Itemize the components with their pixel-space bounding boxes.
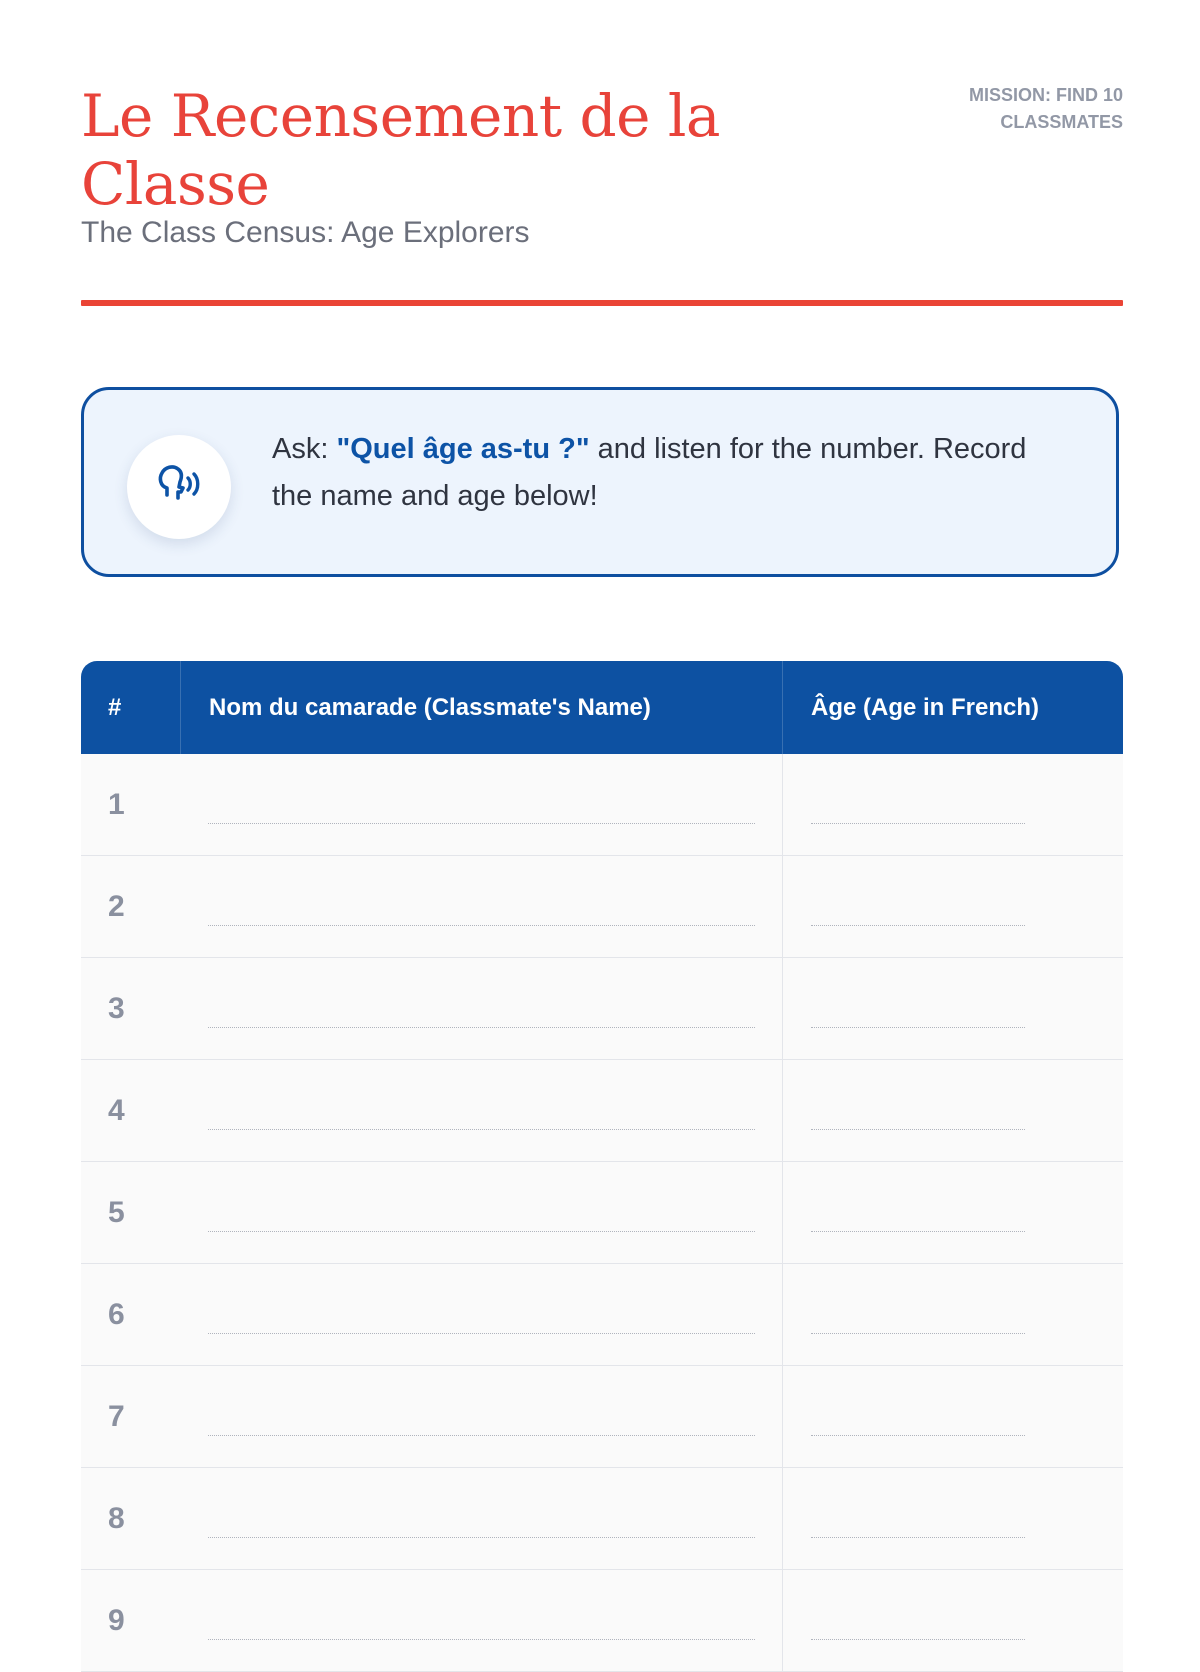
name-field[interactable] — [181, 1060, 783, 1161]
write-line — [208, 1333, 755, 1334]
name-field[interactable] — [181, 1162, 783, 1263]
table-row — [81, 754, 1123, 856]
table-row — [81, 856, 1123, 958]
age-field[interactable] — [783, 1060, 1123, 1161]
age-field[interactable] — [783, 1162, 1123, 1263]
write-line — [811, 1537, 1025, 1538]
row-number: 3 — [108, 991, 125, 1025]
write-line — [811, 925, 1025, 926]
name-field[interactable] — [181, 754, 783, 855]
age-field[interactable] — [783, 1468, 1123, 1569]
row-number: 2 — [108, 889, 125, 923]
name-field[interactable] — [181, 1468, 783, 1569]
write-line — [208, 823, 755, 824]
name-field[interactable] — [181, 958, 783, 1059]
age-field[interactable] — [783, 958, 1123, 1059]
table-row — [81, 1162, 1123, 1264]
row-number: 1 — [108, 787, 125, 821]
table-header — [81, 661, 1123, 754]
write-line — [811, 1027, 1025, 1028]
census-table — [81, 661, 1123, 1672]
row-number: 5 — [108, 1195, 125, 1229]
mission-label: MISSION: FIND 10 CLASSMATES — [968, 85, 1123, 132]
instruction-box — [81, 387, 1119, 577]
french-question: "Quel âge as-tu ?" — [336, 433, 590, 465]
instruction-text — [272, 426, 1072, 520]
page-subtitle: The Class Census: Age Explorers — [81, 216, 530, 249]
row-number: 8 — [108, 1501, 125, 1535]
speaking-head-icon — [127, 435, 231, 539]
write-line — [208, 1129, 755, 1130]
write-line — [208, 1639, 755, 1640]
table-row — [81, 1060, 1123, 1162]
row-number: 4 — [108, 1093, 125, 1127]
table-row — [81, 958, 1123, 1060]
column-header-name: Nom du camarade (Classmate's Name) — [181, 661, 783, 754]
row-number: 6 — [108, 1297, 125, 1331]
write-line — [208, 1027, 755, 1028]
table-row — [81, 1468, 1123, 1570]
column-header-age: Âge (Age in French) — [811, 693, 1040, 721]
table-row — [81, 1366, 1123, 1468]
write-line — [208, 1231, 755, 1232]
age-field[interactable] — [783, 1570, 1123, 1671]
name-field[interactable] — [181, 1264, 783, 1365]
page-title: Le Recensement de la Classe — [81, 82, 720, 218]
write-line — [811, 1639, 1025, 1640]
write-line — [811, 1129, 1025, 1130]
write-line — [811, 1231, 1025, 1232]
write-line — [811, 823, 1025, 824]
age-field[interactable] — [783, 856, 1123, 957]
write-line — [208, 925, 755, 926]
column-header-number: # — [81, 661, 181, 754]
worksheet-page — [81, 0, 1123, 1637]
table-row — [81, 1264, 1123, 1366]
write-line — [208, 1435, 755, 1436]
name-field[interactable] — [181, 856, 783, 957]
write-line — [208, 1537, 755, 1538]
name-field[interactable] — [181, 1366, 783, 1467]
age-field[interactable] — [783, 1264, 1123, 1365]
row-number: 9 — [108, 1603, 125, 1637]
instruction-prefix: Ask: — [272, 433, 337, 465]
name-field[interactable] — [181, 1570, 783, 1671]
write-line — [811, 1333, 1025, 1334]
header — [81, 0, 1123, 307]
age-field[interactable] — [783, 754, 1123, 855]
header-divider — [81, 300, 1123, 306]
age-field[interactable] — [783, 1366, 1123, 1467]
table-row — [81, 1570, 1123, 1672]
instruction-suffix: and listen for the number. Record the name and age below! — [272, 433, 1027, 512]
row-number: 7 — [108, 1399, 125, 1433]
write-line — [811, 1435, 1025, 1436]
